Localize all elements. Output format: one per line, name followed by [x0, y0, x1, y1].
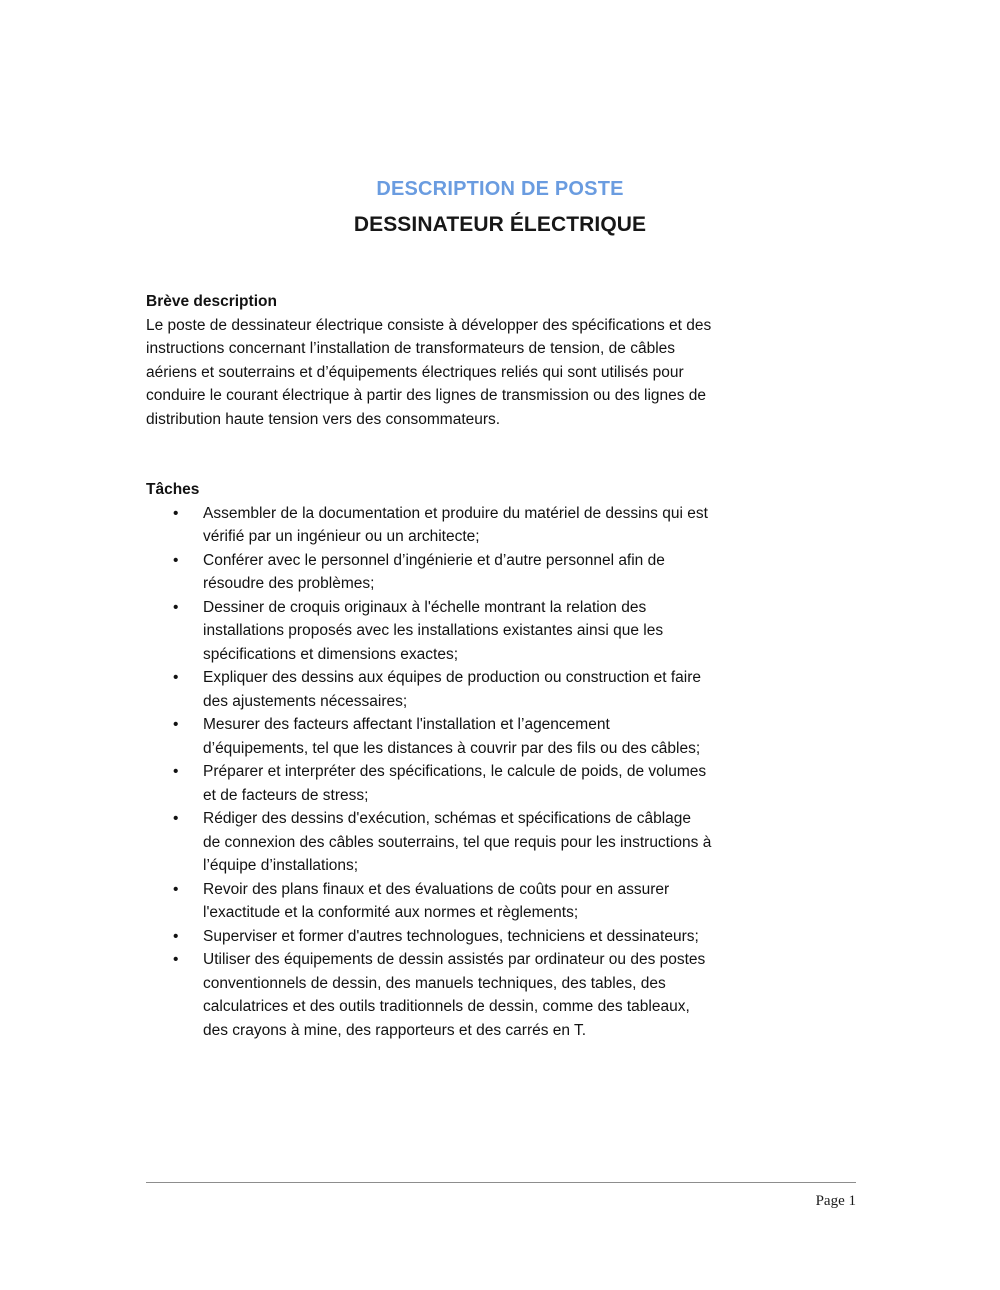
list-item — [146, 925, 712, 949]
list-item-text: Utiliser des équipements de dessin assistés par ordinateur ou des postes conventionnels de dessin, des manuels techniques, des tables, des calculatrices et des outils traditionnels de dessin, comme des tableaux, des crayons à mine, des rapporteurs et des carrés en T. — [203, 951, 706, 1039]
list-item-text: Expliquer des dessins aux équipes de production ou construction et faire des ajustements nécessaires; — [203, 669, 702, 710]
list-item — [146, 878, 712, 925]
list-item-text: Mesurer des facteurs affectant l'installation et l’agencement d’équipements, tel que les distances à couvrir par des fils ou des câbles; — [203, 716, 701, 757]
list-item-text: Conférer avec le personnel d’ingénierie et d’autre personnel afin de résoudre des problèmes; — [203, 551, 665, 592]
page-title: DESSINATEUR ÉLECTRIQUE — [353, 213, 647, 236]
bullet-icon: • — [173, 716, 179, 733]
list-item — [146, 713, 712, 760]
list-item — [146, 596, 712, 667]
section-heading-brief-description: Brève description — [146, 293, 277, 310]
page-number: Page 1 — [815, 1193, 856, 1209]
bullet-icon: • — [173, 880, 179, 898]
bullet-icon: • — [173, 598, 179, 616]
list-item-text: Préparer et interpréter des spécifications, le calcule de poids, de volumes et de facteurs de stress; — [203, 763, 707, 804]
bullet-icon: • — [173, 810, 179, 827]
document-body — [146, 290, 714, 1042]
list-item-text: Dessiner de croquis originaux à l'échelle montrant la relation des installations proposés avec les installations existantes ainsi que les spécifications et dimensions exactes; — [203, 598, 664, 663]
page-footer — [146, 1182, 856, 1211]
section-heading-tasks: Tâches — [146, 481, 200, 498]
list-item-text: Superviser et former d'autres technologues, techniciens et dessinateurs; — [203, 927, 699, 945]
list-item-text: Assembler de la documentation et produire du matériel de dessins qui est vérifié par un ingénieur ou un architecte; — [203, 504, 708, 545]
list-item — [146, 666, 712, 713]
list-item — [146, 760, 712, 807]
list-item — [146, 549, 712, 596]
list-item-text: Revoir des plans finaux et des évaluations de coûts pour en assurer l'exactitude et la conformité aux normes et règlements; — [203, 880, 670, 921]
bullet-icon: • — [173, 551, 179, 569]
list-item — [146, 948, 712, 1042]
brief-description-paragraph: Le poste de dessinateur électrique consiste à développer des spécifications et des instructions concernant l’installation de transformateurs de tension, de câbles aériens et souterrains et d’équipements électriques reliés qui sont utilisés pour conduire le courant électrique à partir des lignes de transmission ou des lignes de distribution haute tension vers des consommateurs. — [146, 316, 712, 428]
bullet-icon: • — [173, 669, 179, 686]
list-item — [146, 807, 712, 878]
bullet-icon: • — [173, 927, 179, 945]
bullet-icon: • — [173, 763, 179, 780]
document-title-block — [0, 176, 1000, 239]
section-spacer — [146, 431, 714, 478]
tasks-list — [146, 502, 714, 1043]
footer-divider — [146, 1182, 856, 1183]
document-kicker: DESCRIPTION DE POSTE — [376, 178, 624, 200]
list-item-text: Rédiger des dessins d'exécution, schémas et spécifications de câblage de connexion des câbles souterrains, tel que requis pour les instructions à l’équipe d’installations; — [203, 810, 712, 874]
bullet-icon: • — [173, 951, 179, 968]
list-item — [146, 502, 712, 549]
bullet-icon: • — [173, 504, 179, 522]
